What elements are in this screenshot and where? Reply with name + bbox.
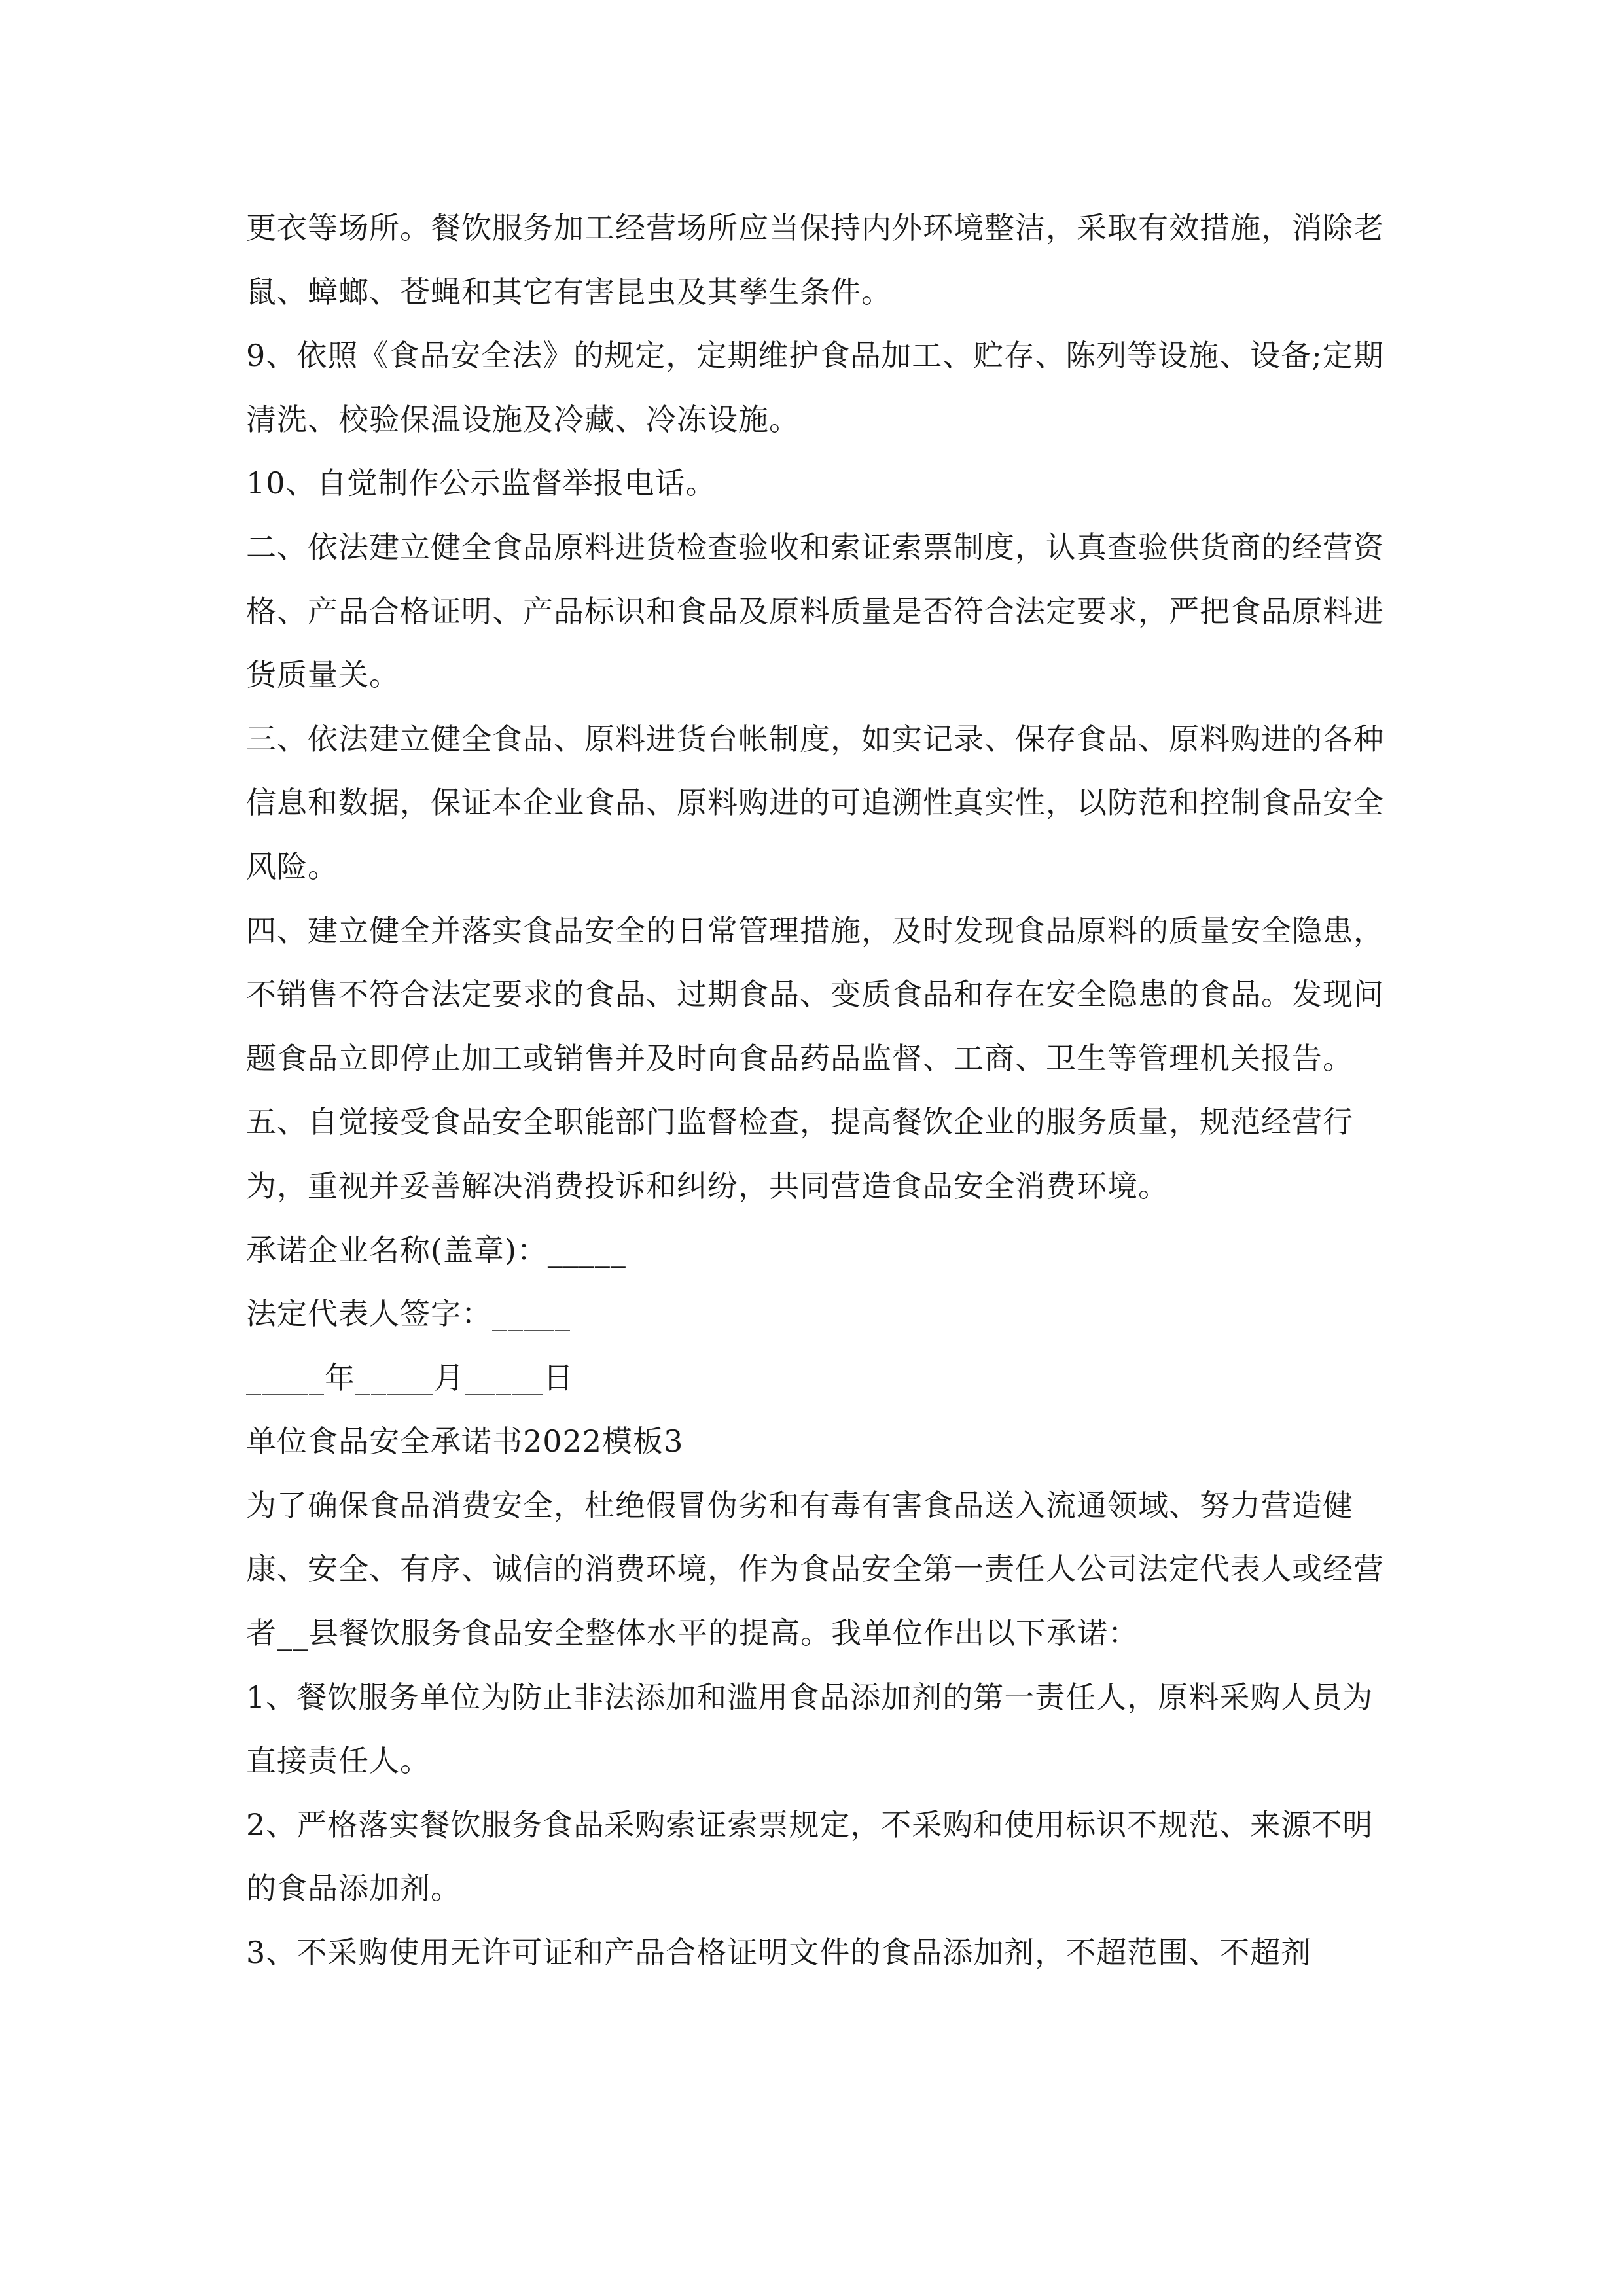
paragraph-section-3: 三、依法建立健全食品、原料进货台帐制度，如实记录、保存食品、原料购进的各种信息和数据，保证本企业食品、原料购进的可追溯性真实性，以防范和控制食品安全风险。 [246,721,1384,884]
paragraph-section-5: 五、自觉接受食品安全职能部门监督检查，提高餐饮企业的服务质量，规范经营行为，重视并妥善解决消费投诉和纠纷，共同营造食品安全消费环境。 [246,1104,1353,1204]
paragraph-item-9: 9、依照《食品安全法》的规定，定期维护食品加工、贮存、陈列等设施、设备;定期清洗、校验保温设施及冷藏、冷冻设施。 [246,338,1384,437]
legal-representative-signature-line: 法定代表人签字：_____ [246,1296,571,1332]
template-3-item-2: 2、严格落实餐饮服务食品采购索证索票规定，不采购和使用标识不规范、来源不明的食品添加剂。 [246,1806,1374,1907]
paragraph-item-10: 10、自觉制作公示监督举报电话。 [246,465,717,501]
paragraph-section-2: 二、依法建立健全食品原料进货检查验收和索证索票制度，认真查验供货商的经营资格、产品合格证明、产品标识和食品及原料质量是否符合法定要求，严把食品原料进货质量关。 [246,529,1384,693]
document-body [246,196,1391,1985]
template-3-intro: 为了确保食品消费安全，杜绝假冒伪劣和有毒有害食品送入流通领域、努力营造健康、安全、有序、诚信的消费环境，作为食品安全第一责任人公司法定代表人或经营者__县餐饮服务食品安全整体水平的提高。我单位作出以下承诺： [246,1487,1384,1651]
template-3-item-1: 1、餐饮服务单位为防止非法添加和滥用食品添加剂的第一责任人，原料采购人员为直接责任人。 [246,1679,1374,1779]
template-3-heading: 单位食品安全承诺书2022模板3 [246,1424,684,1460]
company-name-signature-line: 承诺企业名称(盖章)：_____ [246,1232,626,1268]
paragraph-changing-rooms: 更衣等场所。餐饮服务加工经营场所应当保持内外环境整洁，采取有效措施，消除老鼠、蟑螂、苍蝇和其它有害昆虫及其孳生条件。 [246,210,1384,310]
date-line: _____年_____月_____日 [246,1359,574,1395]
paragraph-section-4: 四、建立健全并落实食品安全的日常管理措施，及时发现食品原料的质量安全隐患，不销售不符合法定要求的食品、过期食品、变质食品和存在安全隐患的食品。发现问题食品立即停止加工或销售并及时向食品药品监督、工商、卫生等管理机关报告。 [246,912,1384,1076]
template-3-item-3: 3、不采购使用无许可证和产品合格证明文件的食品添加剂，不超范围、不超剂 [246,1935,1312,1971]
